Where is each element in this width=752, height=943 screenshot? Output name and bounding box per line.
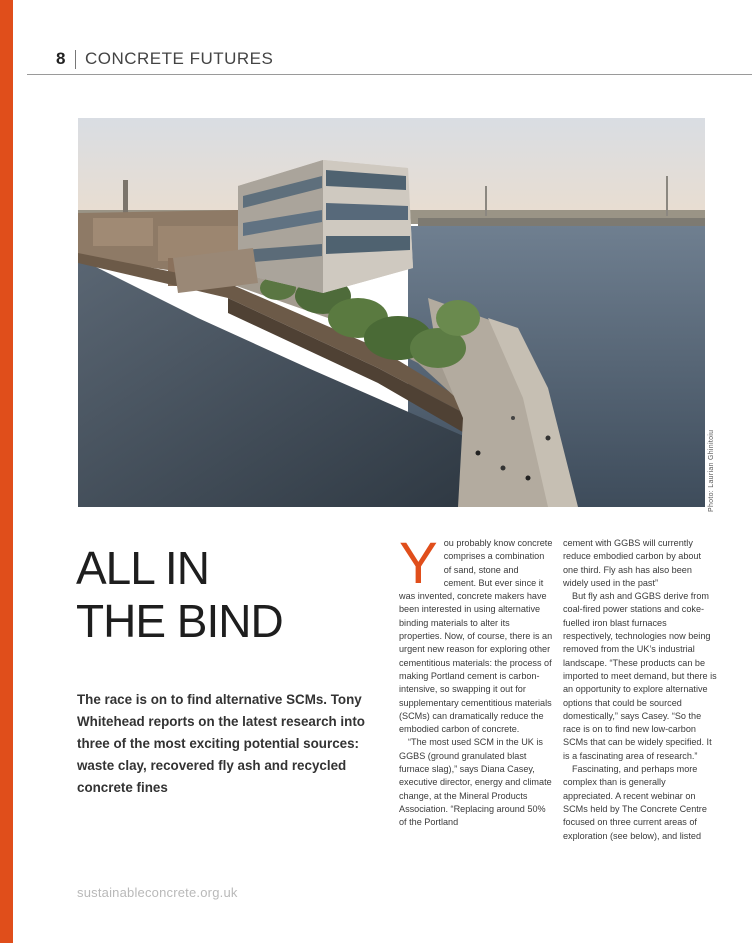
headline-line-2: THE BIND	[76, 595, 283, 647]
page-header	[56, 49, 273, 69]
drop-cap: Y	[399, 531, 438, 596]
body-column-2	[563, 537, 717, 843]
header-rule	[27, 74, 752, 75]
section-title: CONCRETE FUTURES	[84, 49, 274, 68]
article-standfirst: The race is on to find alternative SCMs. Tony Whitehead reports on the latest research into three of the most exciting potential sources: waste clay, recovered fly ash and recycled concrete fines	[77, 692, 365, 795]
article-headline	[76, 542, 376, 648]
header-divider	[75, 50, 76, 69]
footer-url: sustainableconcrete.org.uk	[77, 885, 238, 900]
headline-line-1: ALL IN	[76, 542, 209, 594]
hero-photo	[78, 118, 705, 507]
page-number: 8	[56, 49, 66, 68]
body-column-1	[399, 531, 553, 830]
paragraph-webinar: Fascinating, and perhaps more complex than is generally appreciated. A recent webinar on SCMs held by The Concrete Centre focused on three current areas of exploration (see below), and listed	[563, 764, 707, 841]
paragraph-intro-text: ou probably know concrete comprises a combination of sand, stone and cement. But ever since it was invented, concrete makers have been interested in using alternative binding materials to alter its properties. Now, of course, there is an urgent new reason for exploring other cementitious materials: the process of making Portland cement is carbon-intensive, so swapping it out for supplementary cementitious materials (SCMs) can dramatically reduce the embodied carbon of concrete.	[399, 538, 553, 735]
waterfront-building-illustration	[78, 118, 705, 507]
paragraph-quote: “The most used SCM in the UK is GGBS (ground granulated blast furnace slag),” says Diana Casey, executive director, energy and climate change, at the Mineral Products Association. “Replacing around 50% of the Portland	[399, 737, 552, 828]
accent-side-bar	[0, 0, 13, 943]
paragraph-fly-ash: But fly ash and GGBS derive from coal-fired power stations and coke-fuelled iron blast furnaces respectively, technologies now being removed from the UK’s industrial landscape. “These products can be imported to meet demand, but there is an opportunity to explore alternative options that could be sourced domestically,” says Casey. “So the race is on to find new low-carbon SCMs that can be widely specified. It is a fascinating area of research.”	[563, 591, 717, 761]
photo-credit: Photo: Laurian Ghinitoiu	[708, 429, 715, 512]
paragraph-continued: cement with GGBS will currently reduce embodied carbon by about one third. Fly ash has also been widely used in the past”	[563, 538, 702, 588]
paragraph-intro	[399, 531, 553, 736]
